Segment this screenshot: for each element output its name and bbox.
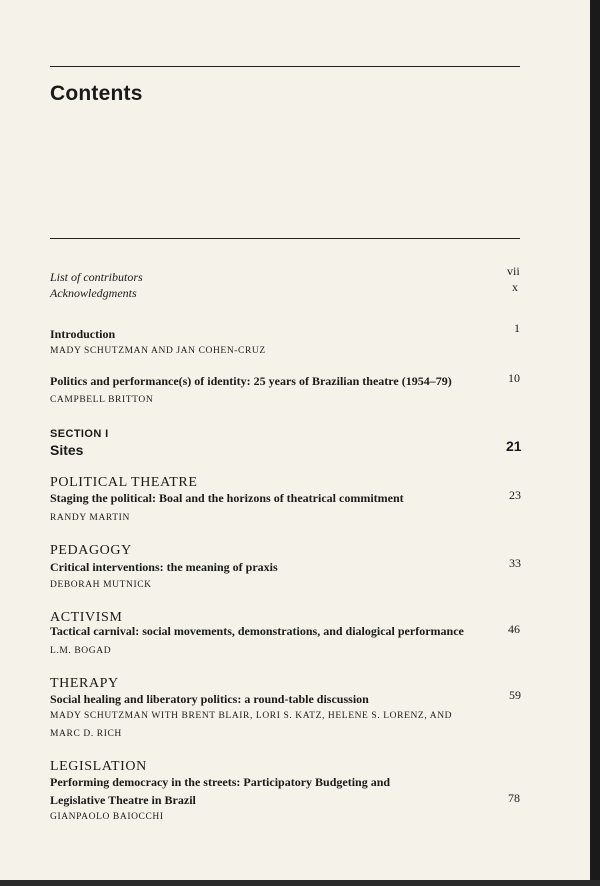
- page-number: 59: [509, 688, 521, 702]
- entry-title: Politics and performance(s) of identity: 25 years of Brazilian theatre (1954–79): [50, 374, 452, 388]
- front-matter-acknowledgments: Acknowledgments: [50, 286, 137, 300]
- section-page-number: 21: [506, 438, 522, 454]
- entry-title: Legislative Theatre in Brazil: [50, 793, 196, 807]
- entry-authors: MADY SCHUTZMAN WITH BRENT BLAIR, LORI S. KATZ, HELENE S. LORENZ, AND: [50, 711, 453, 721]
- section-name: Sites: [50, 442, 84, 458]
- section-rule: [50, 238, 520, 239]
- entry-title: Critical interventions: the meaning of praxis: [50, 560, 278, 574]
- entry-title: Social healing and liberatory politics: a round-table discussion: [50, 692, 369, 706]
- page-number: 1: [514, 321, 520, 335]
- entry-authors: MADY SCHUTZMAN AND JAN COHEN-CRUZ: [50, 346, 266, 356]
- category-heading: POLITICAL THEATRE: [50, 475, 198, 490]
- entry-authors: DEBORAH MUTNICK: [50, 580, 152, 590]
- entry-authors: L.M. BOGAD: [50, 646, 112, 656]
- page-number: 46: [508, 622, 520, 636]
- front-matter-contributors: List of contributors: [50, 270, 143, 284]
- page-number: 78: [508, 791, 520, 805]
- entry-authors: RANDY MARTIN: [50, 513, 130, 523]
- entry-authors: MARC D. RICH: [50, 729, 122, 739]
- entry-title: Staging the political: Boal and the horizons of theatrical commitment: [50, 491, 404, 505]
- category-heading: ACTIVISM: [50, 610, 123, 625]
- entry-title: Introduction: [50, 327, 116, 341]
- page-number: 33: [509, 556, 521, 570]
- page-number: 23: [509, 488, 521, 502]
- page-title: Contents: [50, 82, 143, 105]
- page-number: 10: [508, 371, 520, 385]
- page-number: x: [512, 280, 518, 294]
- entry-authors: CAMPBELL BRITTON: [50, 395, 154, 405]
- category-heading: PEDAGOGY: [50, 543, 132, 558]
- page-number: vii: [507, 264, 520, 278]
- entry-authors: GIANPAOLO BAIOCCHI: [50, 812, 164, 822]
- entry-title: Performing democracy in the streets: Participatory Budgeting and: [50, 775, 391, 789]
- category-heading: LEGISLATION: [50, 759, 147, 774]
- page-edge: [590, 0, 600, 886]
- category-heading: THERAPY: [50, 676, 119, 691]
- section-label: SECTION I: [50, 428, 109, 440]
- page-edge: [0, 880, 600, 886]
- top-rule: [50, 66, 520, 67]
- entry-title: Tactical carnival: social movements, demonstrations, and dialogical performance: [50, 624, 464, 638]
